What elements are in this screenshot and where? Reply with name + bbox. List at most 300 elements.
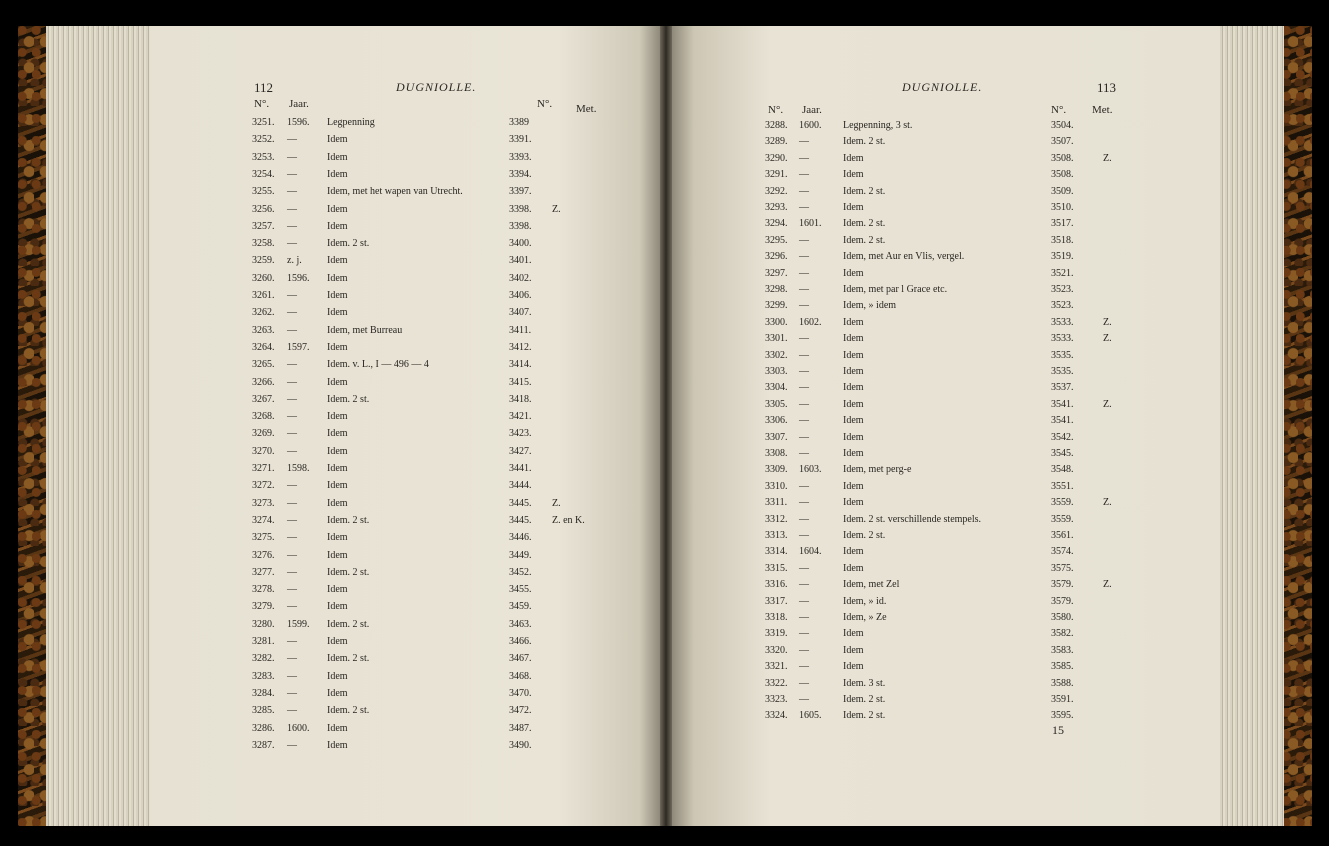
entry-description: Idem. 2 st. <box>843 530 886 541</box>
catalogue-number: 3490. <box>509 739 532 751</box>
catalogue-number: 3545. <box>1051 448 1074 459</box>
catalogue-number: 3402. <box>509 272 532 284</box>
entry-description: Idem <box>843 546 864 558</box>
entry-year: — <box>799 661 809 673</box>
entry-number: 3286. <box>252 722 275 734</box>
catalogue-number: 3580. <box>1051 612 1074 623</box>
entry-description: Idem <box>327 722 348 734</box>
entry-description: Idem <box>843 415 864 427</box>
entry-year: — <box>799 530 809 541</box>
entry-year: — <box>287 186 297 198</box>
entry-year: — <box>287 584 297 596</box>
entry-number: 3293. <box>765 202 788 213</box>
entry-number: 3292. <box>765 185 788 197</box>
entry-number: 3321. <box>765 661 788 673</box>
entry-description: Idem, met het wapen van Utrecht. <box>327 186 463 198</box>
entry-description: Idem <box>327 463 348 474</box>
entry-description: Idem <box>327 255 348 267</box>
entry-number: 3320. <box>765 644 788 656</box>
catalogue-number: 3411. <box>509 324 532 336</box>
catalogue-number: 3393. <box>509 151 532 163</box>
table-row <box>252 653 632 668</box>
table-row <box>765 563 1145 578</box>
catalogue-number: 3575. <box>1051 562 1074 574</box>
entry-year: — <box>799 234 809 246</box>
entry-number: 3314. <box>765 546 788 558</box>
table-row <box>252 428 632 443</box>
catalogue-number: 3523. <box>1051 284 1074 295</box>
catalogue-number: 3595. <box>1051 710 1074 722</box>
table-row <box>765 448 1145 463</box>
signature-mark: 15 <box>1052 723 1064 737</box>
entry-number: 3278. <box>252 584 275 596</box>
entry-year: 1597. <box>287 341 310 353</box>
catalogue-number: 3521. <box>1051 267 1074 279</box>
catalogue-number: 3508. <box>1051 169 1074 181</box>
entry-number: 3261. <box>252 290 275 301</box>
table-row <box>252 601 632 616</box>
marbled-endpaper-left <box>18 26 48 826</box>
table-row <box>252 117 632 132</box>
catalogue-number: 3508. <box>1051 152 1074 164</box>
entry-year: — <box>799 431 809 443</box>
entry-number: 3310. <box>765 480 788 492</box>
entry-description: Idem. 2 st. <box>843 710 886 722</box>
table-row <box>252 480 632 495</box>
entry-number: 3285. <box>252 705 275 717</box>
table-row <box>252 273 632 288</box>
entry-description: Idem. 2 st. <box>843 234 886 246</box>
table-row <box>765 628 1145 643</box>
entry-description: Idem. 2 st. <box>843 185 886 197</box>
entry-year: 1605. <box>799 710 822 722</box>
table-row <box>252 394 632 409</box>
entry-description: Idem. 2 st. <box>327 514 370 526</box>
entry-description: Idem <box>327 272 348 284</box>
catalogue-number: 3585. <box>1051 661 1074 673</box>
page-edges-right <box>1220 26 1284 826</box>
table-row <box>765 399 1145 414</box>
entry-description: Idem <box>327 670 348 682</box>
entry-number: 3275. <box>252 532 275 544</box>
entry-year: 1604. <box>799 546 822 558</box>
entry-number: 3284. <box>252 687 275 699</box>
table-row <box>765 251 1145 266</box>
entry-year: — <box>287 220 297 232</box>
col-header-met-right: Met. <box>1092 104 1113 116</box>
entry-year: — <box>799 267 809 279</box>
entry-number: 3300. <box>765 316 788 328</box>
entry-description: Idem, met par l Grace etc. <box>843 284 948 295</box>
entry-year: 1596. <box>287 117 310 128</box>
entry-year: — <box>287 653 297 665</box>
table-row <box>252 290 632 305</box>
metal: Z. <box>552 497 561 509</box>
table-row <box>252 169 632 184</box>
entry-description: Idem. 3 st. <box>843 677 886 689</box>
entry-year: — <box>287 514 297 526</box>
table-row <box>765 645 1145 660</box>
table-row <box>765 136 1145 151</box>
table-row <box>765 153 1145 168</box>
entry-number: 3295. <box>765 234 788 246</box>
entry-year: — <box>799 136 809 148</box>
entry-year: 1598. <box>287 463 310 474</box>
entry-number: 3316. <box>765 579 788 591</box>
entry-year: — <box>287 670 297 682</box>
table-row <box>765 268 1145 283</box>
table-row <box>765 432 1145 447</box>
entry-year: — <box>799 612 809 623</box>
entry-description: Idem. 2 st. <box>327 618 370 630</box>
table-row <box>765 694 1145 709</box>
entry-year: z. j. <box>287 255 302 267</box>
entry-description: Idem <box>327 532 348 544</box>
entry-number: 3254. <box>252 168 275 180</box>
entry-year: — <box>799 169 809 181</box>
entry-number: 3271. <box>252 463 275 474</box>
entry-description: Idem. 2 st. <box>327 238 370 250</box>
table-row <box>765 333 1145 348</box>
catalogue-number: 3579. <box>1051 579 1074 591</box>
entry-description: Idem <box>843 661 864 673</box>
catalogue-number: 3466. <box>509 636 532 647</box>
catalogue-number: 3407. <box>509 307 532 319</box>
metal: Z. en K. <box>552 514 585 526</box>
catalogue-number: 3452. <box>509 566 532 578</box>
entry-description: Idem <box>843 169 864 181</box>
entry-number: 3313. <box>765 530 788 541</box>
col-header-met: Met. <box>576 103 597 115</box>
entry-description: Idem <box>843 366 864 377</box>
table-row <box>252 359 632 374</box>
table-row <box>765 415 1145 430</box>
entry-year: — <box>287 705 297 717</box>
catalogue-number: 3579. <box>1051 595 1074 607</box>
entry-number: 3297. <box>765 267 788 279</box>
catalogue-number: 3535. <box>1051 349 1074 361</box>
entry-year: 1601. <box>799 218 822 230</box>
entry-description: Idem <box>327 290 348 301</box>
entry-year: — <box>287 134 297 146</box>
table-row <box>765 382 1145 397</box>
table-row <box>765 497 1145 512</box>
entry-year: — <box>799 579 809 591</box>
entry-number: 3283. <box>252 670 275 682</box>
entry-description: Idem. 2 st. <box>843 218 886 230</box>
entry-number: 3315. <box>765 562 788 574</box>
entry-number: 3279. <box>252 601 275 613</box>
entry-description: Legpenning <box>327 117 375 128</box>
entry-description: Idem <box>327 601 348 613</box>
catalogue-number: 3588. <box>1051 677 1074 689</box>
entry-number: 3263. <box>252 324 275 336</box>
catalogue-number: 3472. <box>509 705 532 717</box>
entry-number: 3272. <box>252 480 275 492</box>
catalogue-number: 3468. <box>509 670 532 682</box>
entry-description: Idem <box>327 445 348 457</box>
entry-year: — <box>799 185 809 197</box>
col-header-num-right: N°. <box>1051 104 1067 116</box>
entry-number: 3253. <box>252 151 275 163</box>
table-row <box>765 350 1145 365</box>
catalogue-number: 3397. <box>509 186 532 198</box>
marbled-endpaper-right <box>1282 26 1312 826</box>
catalogue-number: 3406. <box>509 290 532 301</box>
entry-description: Idem <box>327 687 348 699</box>
running-head-left: DUGNIOLLE. <box>396 80 477 94</box>
entry-description: Idem. 2 st. <box>327 393 370 405</box>
entry-number: 3260. <box>252 272 275 284</box>
entry-number: 3288. <box>765 120 788 131</box>
table-row <box>765 284 1145 299</box>
catalogue-number: 3504. <box>1051 120 1074 131</box>
entry-year: — <box>799 480 809 492</box>
entry-year: — <box>287 324 297 336</box>
table-row <box>765 678 1145 693</box>
table-row <box>765 317 1145 332</box>
entry-description: Idem <box>843 644 864 656</box>
entry-number: 3259. <box>252 255 275 267</box>
entry-description: Idem <box>327 376 348 388</box>
entry-number: 3252. <box>252 134 275 146</box>
entry-number: 3318. <box>765 612 788 623</box>
entry-year: — <box>799 628 809 640</box>
col-header-no-right: N°. <box>768 104 784 116</box>
entry-description: Idem <box>843 382 864 394</box>
table-row <box>765 596 1145 611</box>
entry-description: Idem. 2 st. <box>843 694 886 705</box>
catalogue-number: 3444. <box>509 480 532 492</box>
entry-description: Idem <box>327 739 348 751</box>
entry-description: Idem <box>327 428 348 440</box>
table-row <box>252 377 632 392</box>
table-row <box>765 661 1145 676</box>
catalogue-number: 3449. <box>509 549 532 561</box>
table-row <box>252 550 632 565</box>
entry-number: 3305. <box>765 398 788 410</box>
entry-year: — <box>287 480 297 492</box>
catalogue-number: 3400. <box>509 238 532 250</box>
table-row <box>765 120 1145 135</box>
entry-number: 3277. <box>252 566 275 578</box>
entry-description: Idem, met Zel <box>843 579 900 591</box>
table-row <box>252 342 632 357</box>
table-row <box>765 530 1145 545</box>
catalogue-number: 3423. <box>509 428 532 440</box>
entry-number: 3301. <box>765 333 788 345</box>
entry-number: 3255. <box>252 186 275 198</box>
catalogue-number: 3533. <box>1051 333 1074 345</box>
catalogue-number: 3470. <box>509 687 532 699</box>
table-row <box>765 300 1145 315</box>
entry-year: — <box>287 497 297 509</box>
catalogue-number: 3391. <box>509 134 532 146</box>
table-row <box>252 325 632 340</box>
catalogue-number: 3523. <box>1051 300 1074 312</box>
entry-number: 3266. <box>252 376 275 388</box>
entry-number: 3302. <box>765 349 788 361</box>
book-gutter <box>660 26 672 826</box>
table-row <box>252 515 632 530</box>
entry-year: — <box>287 168 297 180</box>
entry-description: Idem. 2 st. <box>327 566 370 578</box>
entry-description: Idem <box>327 497 348 509</box>
table-row <box>252 688 632 703</box>
entry-year: 1600. <box>287 722 310 734</box>
entry-description: Idem, » idem <box>843 300 897 312</box>
catalogue-number: 3574. <box>1051 546 1074 558</box>
table-row <box>252 411 632 426</box>
entry-year: — <box>287 203 297 215</box>
entry-year: — <box>799 694 809 705</box>
entry-year: — <box>799 677 809 689</box>
table-row <box>252 255 632 270</box>
entry-year: — <box>799 382 809 394</box>
entry-description: Idem <box>327 480 348 492</box>
table-row <box>252 307 632 322</box>
entry-number: 3303. <box>765 366 788 377</box>
table-row <box>765 235 1145 250</box>
entry-year: — <box>799 562 809 574</box>
entry-number: 3262. <box>252 307 275 319</box>
entry-number: 3309. <box>765 464 788 476</box>
entry-description: Idem <box>843 349 864 361</box>
table-row <box>765 579 1145 594</box>
entry-number: 3324. <box>765 710 788 722</box>
table-row <box>765 218 1145 233</box>
entry-year: — <box>287 601 297 613</box>
entry-description: Idem <box>327 203 348 215</box>
entry-year: — <box>799 300 809 312</box>
catalogue-number: 3517. <box>1051 218 1074 230</box>
catalogue-number: 3427. <box>509 445 532 457</box>
entry-description: Idem <box>843 202 864 213</box>
col-header-jaar: Jaar. <box>289 98 309 110</box>
catalogue-number: 3509. <box>1051 185 1074 197</box>
entry-description: Idem <box>327 307 348 319</box>
entry-year: — <box>287 151 297 163</box>
entry-number: 3307. <box>765 431 788 443</box>
catalogue-number: 3548. <box>1051 464 1074 476</box>
table-row <box>252 619 632 634</box>
entry-year: — <box>287 445 297 457</box>
entry-number: 3269. <box>252 428 275 440</box>
entry-description: Idem <box>843 398 864 410</box>
entry-description: Idem <box>843 152 864 164</box>
entry-year: — <box>799 644 809 656</box>
catalogue-number: 3533. <box>1051 316 1074 328</box>
entry-year: 1603. <box>799 464 822 476</box>
table-row <box>252 186 632 201</box>
entry-description: Idem <box>327 549 348 561</box>
entry-year: — <box>799 251 809 263</box>
entry-year: — <box>799 415 809 427</box>
entry-description: Idem, » Ze <box>843 612 887 623</box>
table-row <box>252 671 632 686</box>
entry-year: — <box>287 549 297 561</box>
entry-number: 3299. <box>765 300 788 312</box>
entry-description: Idem. 2 st. <box>327 705 370 717</box>
entry-year: — <box>287 566 297 578</box>
catalogue-number: 3591. <box>1051 694 1074 705</box>
entry-description: Idem, met Burreau <box>327 324 403 336</box>
metal: Z. <box>1103 497 1112 509</box>
table-row <box>765 710 1145 725</box>
entry-number: 3287. <box>252 739 275 751</box>
entry-year: — <box>799 202 809 213</box>
catalogue-number: 3394. <box>509 168 532 180</box>
entry-number: 3289. <box>765 136 788 148</box>
entry-description: Idem <box>843 448 864 459</box>
col-header-no: N°. <box>254 98 270 110</box>
entry-description: Idem <box>327 636 348 647</box>
catalogue-number: 3551. <box>1051 480 1074 492</box>
entry-description: Idem <box>327 584 348 596</box>
entry-year: — <box>799 398 809 410</box>
entry-number: 3258. <box>252 238 275 250</box>
entry-description: Idem. 2 st. <box>327 653 370 665</box>
catalogue-number: 3455. <box>509 584 532 596</box>
entry-year: — <box>799 152 809 164</box>
entry-number: 3323. <box>765 694 788 705</box>
catalogue-number: 3463. <box>509 618 532 630</box>
catalogue-number: 3401. <box>509 255 532 267</box>
table-row <box>252 498 632 513</box>
entry-year: — <box>799 497 809 509</box>
catalogue-number: 3518. <box>1051 234 1074 246</box>
metal: Z. <box>1103 316 1112 328</box>
metal: Z. <box>1103 333 1112 345</box>
table-row <box>252 705 632 720</box>
catalogue-number: 3398. <box>509 203 532 215</box>
table-row <box>252 204 632 219</box>
entry-number: 3311. <box>765 497 788 509</box>
catalogue-number: 3421. <box>509 411 532 423</box>
entry-year: — <box>799 349 809 361</box>
entry-description: Idem <box>843 628 864 640</box>
catalogue-number: 3446. <box>509 532 532 544</box>
table-row <box>765 202 1145 217</box>
catalogue-number: 3582. <box>1051 628 1074 640</box>
table-row <box>765 366 1145 381</box>
table-row <box>765 612 1145 627</box>
entry-description: Idem <box>843 316 864 328</box>
entry-year: — <box>799 513 809 525</box>
entry-description: Idem <box>327 411 348 423</box>
catalogue-number: 3519. <box>1051 251 1074 263</box>
entry-year: — <box>287 636 297 647</box>
entry-description: Idem <box>327 341 348 353</box>
table-row <box>765 546 1145 561</box>
entry-number: 3280. <box>252 618 275 630</box>
entry-year: 1602. <box>799 316 822 328</box>
entry-number: 3298. <box>765 284 788 295</box>
entry-number: 3257. <box>252 220 275 232</box>
entry-number: 3308. <box>765 448 788 459</box>
table-row <box>252 532 632 547</box>
entry-description: Idem. 2 st. verschillende stempels. <box>843 513 982 525</box>
table-row <box>765 186 1145 201</box>
entry-number: 3304. <box>765 382 788 394</box>
entry-number: 3274. <box>252 514 275 526</box>
entry-year: 1599. <box>287 618 310 630</box>
entry-year: 1600. <box>799 120 822 131</box>
table-row <box>765 514 1145 529</box>
entry-description: Idem <box>843 562 864 574</box>
entry-number: 3322. <box>765 677 788 689</box>
entry-number: 3317. <box>765 595 788 607</box>
